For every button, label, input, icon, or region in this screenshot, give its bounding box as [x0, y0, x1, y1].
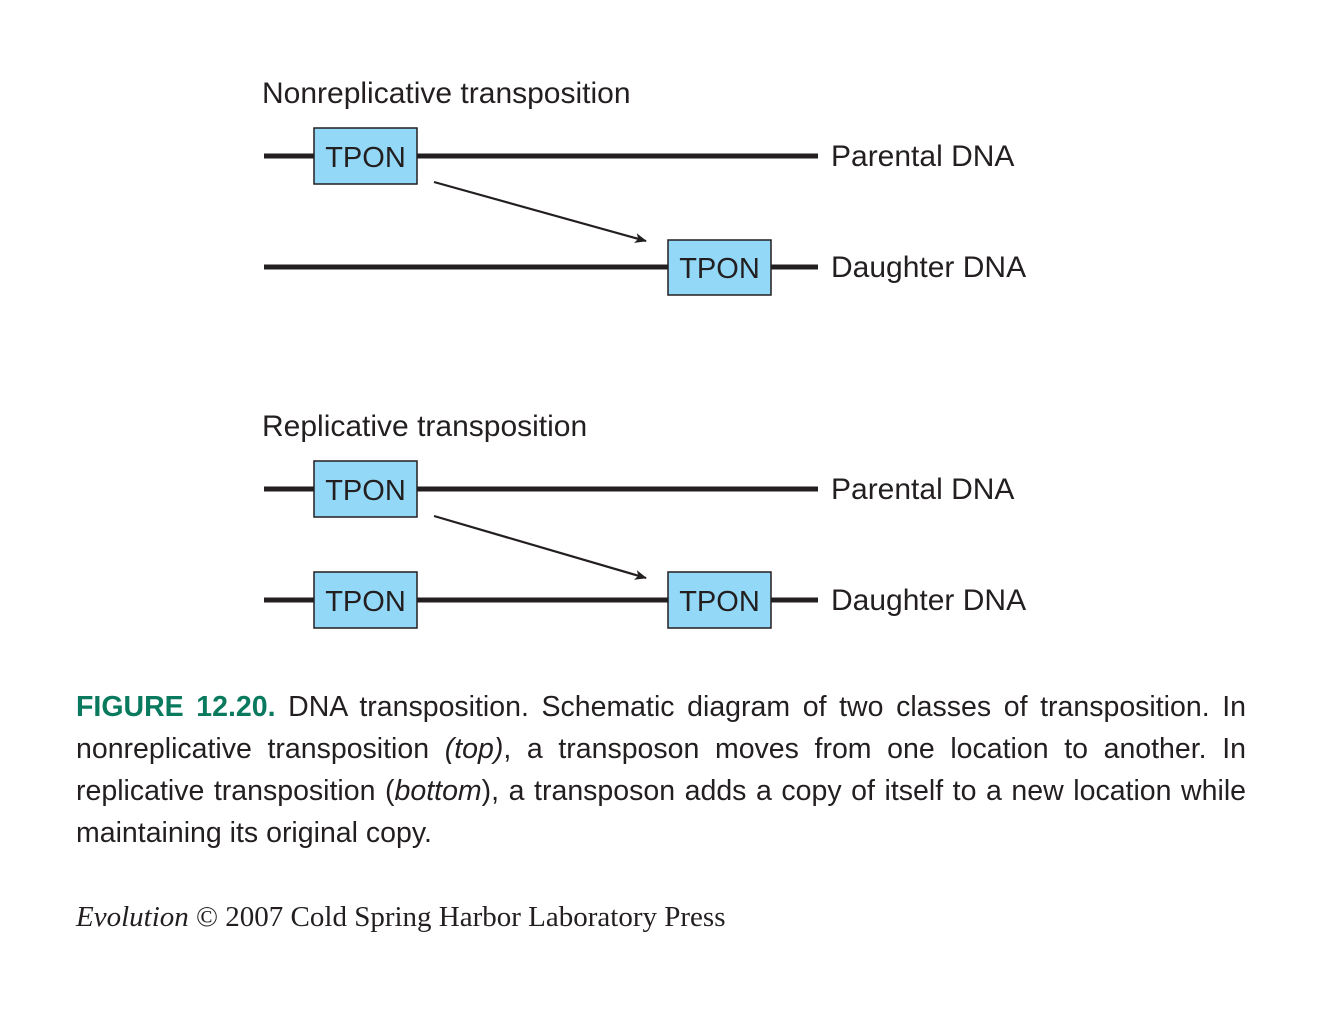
parental-dna-label: Parental DNA [831, 473, 1015, 506]
book-title: Evolution [76, 901, 189, 933]
parental-dna-label: Parental DNA [831, 140, 1015, 173]
nonreplicative-panel [262, 77, 1026, 295]
caption-text: ), a transposon adds a copy of itself to a new location while maintaining its original copy. [76, 775, 1247, 849]
caption-emphasis: (top) [444, 733, 504, 765]
transposon-label: TPON [325, 142, 406, 174]
daughter-dna-label: Daughter DNA [831, 584, 1027, 617]
caption-emphasis: bottom [394, 775, 482, 807]
transposon-label: TPON [325, 586, 406, 618]
figure-number: FIGURE 12.20. [76, 691, 276, 723]
copyright-credit [76, 896, 725, 938]
figure-caption [76, 686, 1246, 854]
replicative-title: Replicative transposition [262, 410, 588, 443]
transposition-arrow [434, 516, 646, 578]
transposition-arrow [434, 182, 646, 241]
caption-text: , a transposon moves from one location to another. In replicative transposition ( [76, 733, 1246, 807]
transposon-label: TPON [325, 475, 406, 507]
caption-text: DNA transposition. Schematic diagram of two classes of transposition. In nonreplicative transposition [76, 691, 1246, 765]
replicative-panel [262, 410, 1026, 628]
nonreplicative-title: Nonreplicative transposition [262, 77, 631, 110]
transposon-label: TPON [679, 253, 760, 285]
daughter-dna-label: Daughter DNA [831, 251, 1027, 284]
copyright-text: © 2007 Cold Spring Harbor Laboratory Press [188, 901, 726, 933]
transposon-label: TPON [679, 586, 760, 618]
